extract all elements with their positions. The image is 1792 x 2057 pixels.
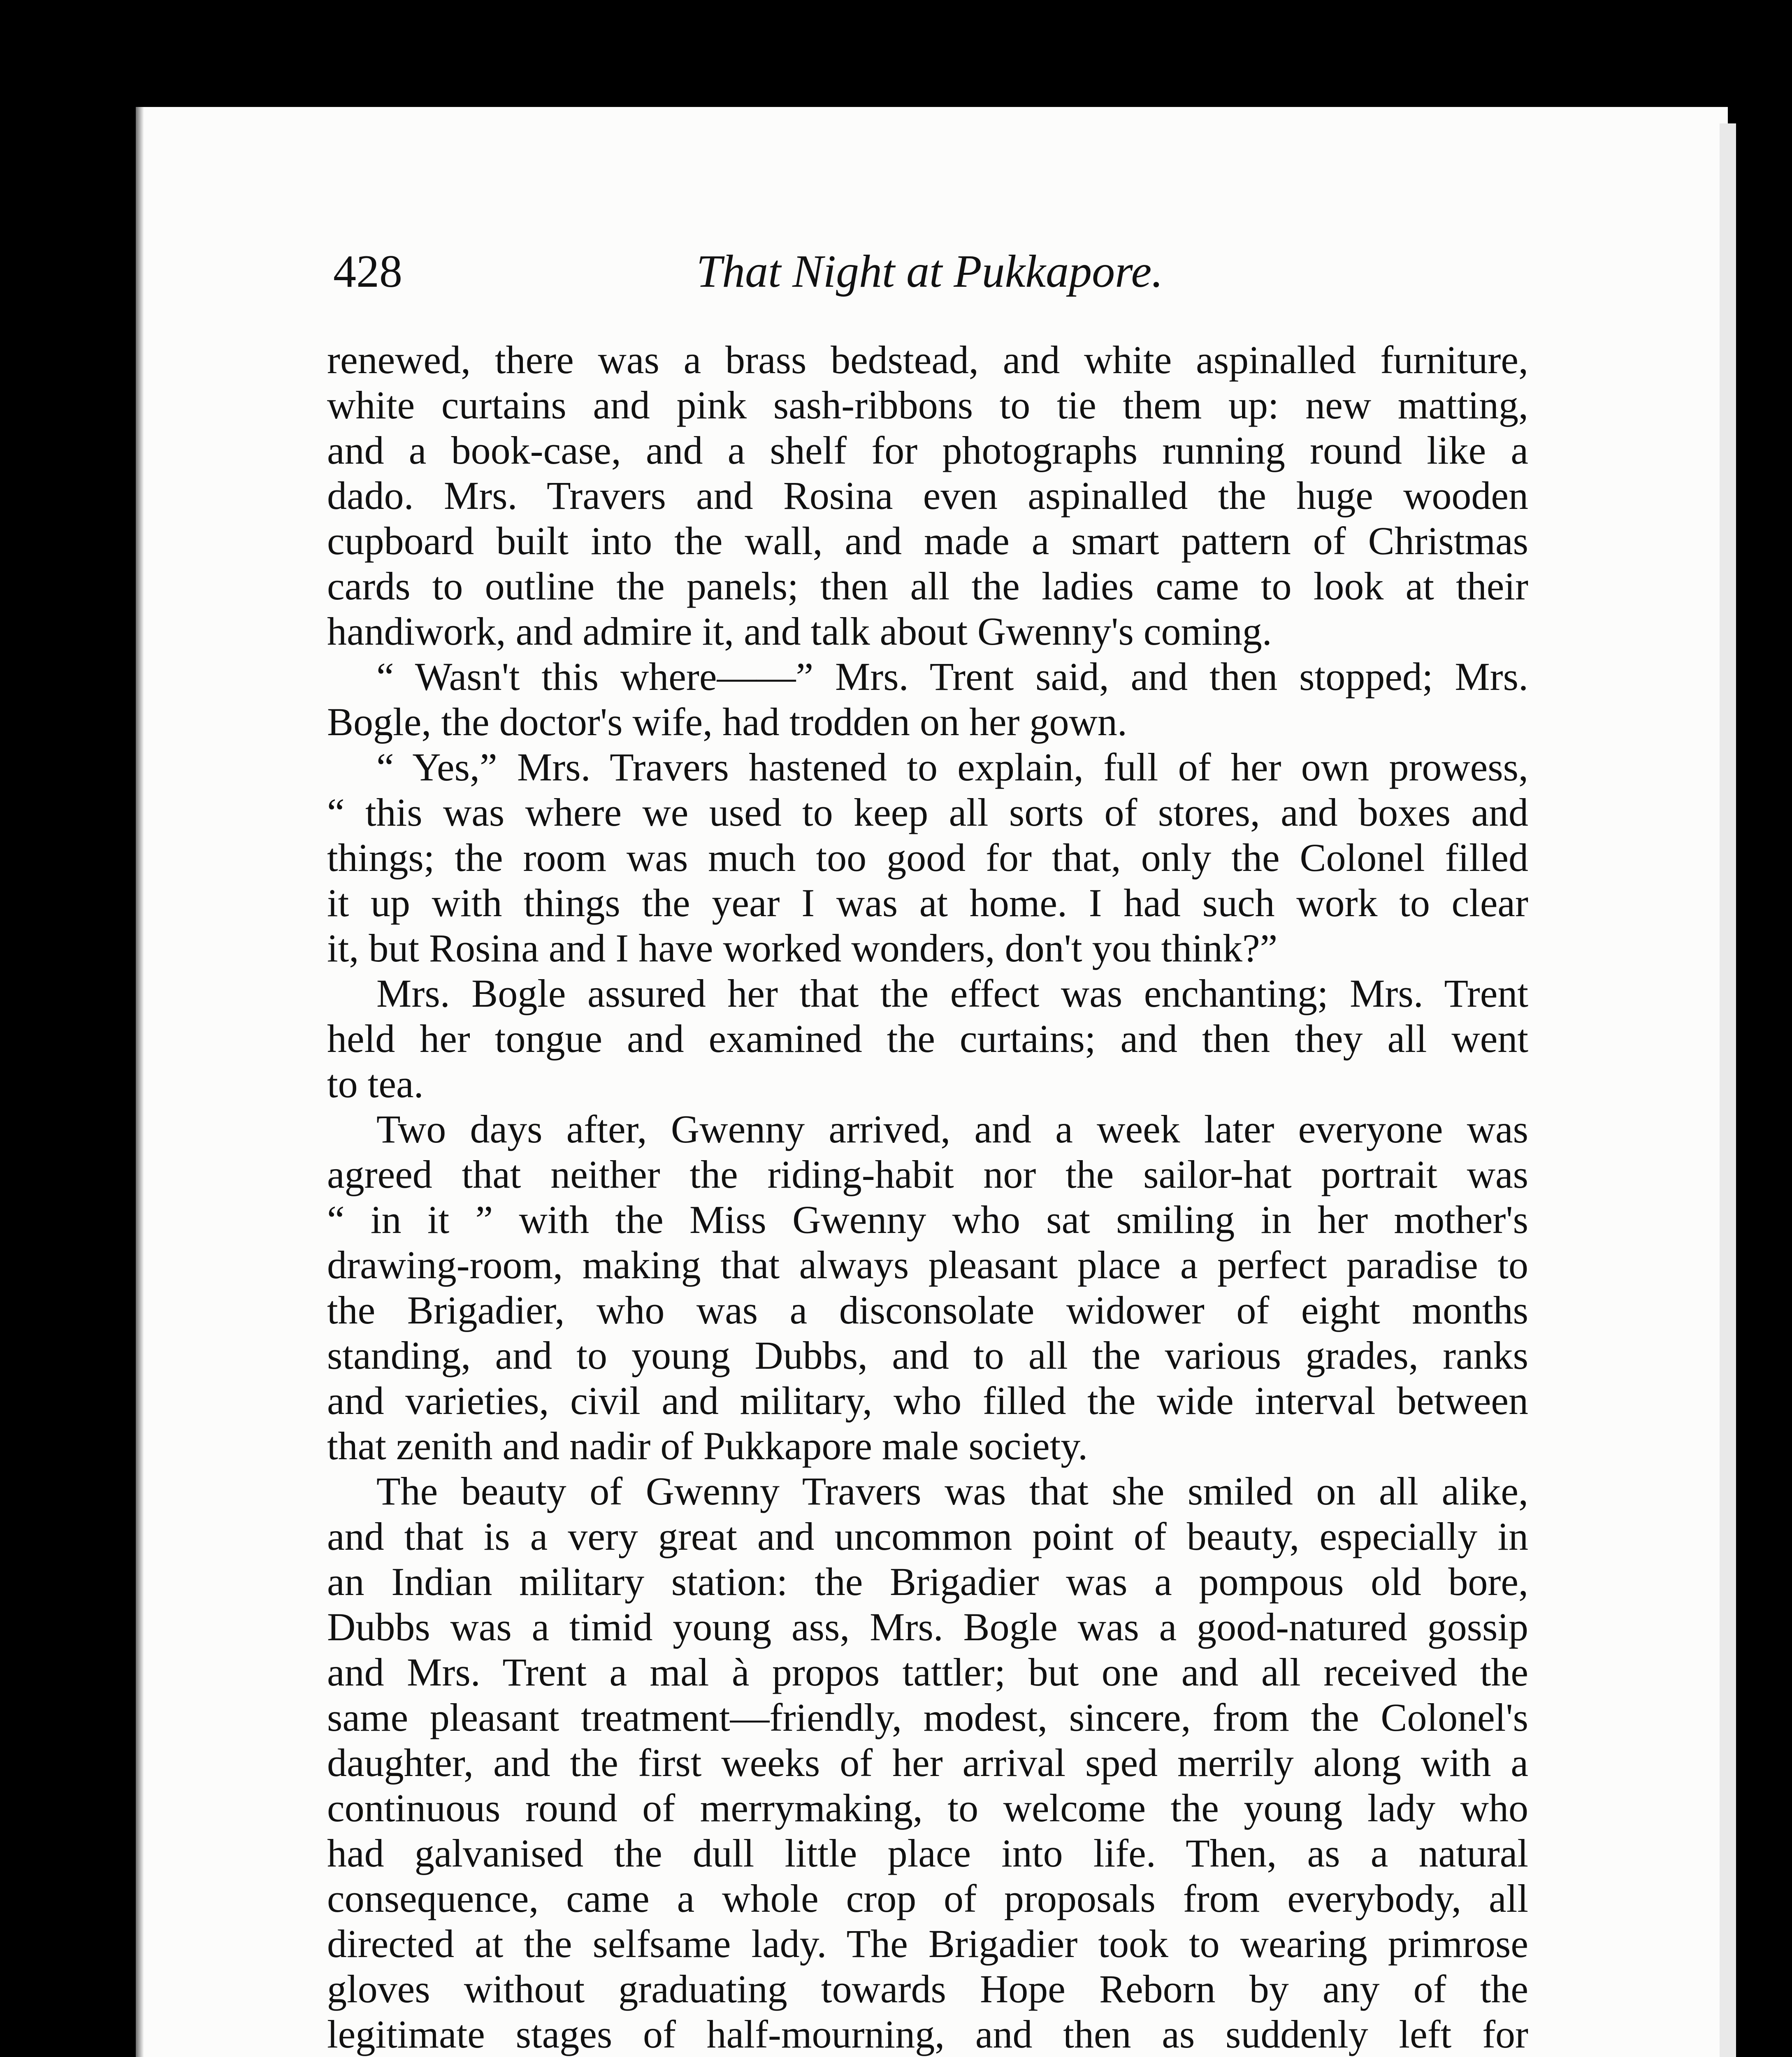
text-line: continuous round of merrymaking, to welcome the young lady who <box>327 1786 1528 1830</box>
text-line: Mrs. Bogle assured her that the effect was enchanting; Mrs. Trent <box>376 971 1528 1015</box>
text-line: “ in it ” with the Miss Gwenny who sat smiling in her mother's <box>327 1198 1528 1242</box>
text-line: had galvanised the dull little place into life. Then, as a natural <box>327 1831 1528 1875</box>
text-line: daughter, and the first weeks of her arrival sped merrily along with a <box>327 1741 1528 1785</box>
text-line: Two days after, Gwenny arrived, and a week later everyone was <box>376 1107 1528 1151</box>
body-text <box>327 337 1528 2057</box>
text-line: agreed that neither the riding-habit nor the sailor-hat portrait was <box>327 1152 1528 1196</box>
text-line: that zenith and nadir of Pukkapore male society. <box>327 1424 1088 1468</box>
page-gutter-shadow <box>136 107 144 2057</box>
text-line: same pleasant treatment—friendly, modest, sincere, from the Colonel's <box>327 1695 1528 1739</box>
text-line: to tea. <box>327 1062 424 1106</box>
text-line: handiwork, and admire it, and talk about Gwenny's coming. <box>327 609 1272 653</box>
running-title: That Night at Pukkapore. <box>696 246 1163 297</box>
text-line: and varieties, civil and military, who filled the wide interval between <box>327 1379 1528 1423</box>
text-line: Dubbs was a timid young ass, Mrs. Bogle was a good-natured gossip <box>327 1605 1528 1649</box>
text-line: “ Yes,” Mrs. Travers hastened to explain, full of her own prowess, <box>376 745 1528 789</box>
text-line: consequence, came a whole crop of proposals from everybody, all <box>327 1876 1528 1920</box>
text-line: and a book-case, and a shelf for photographs running round like a <box>327 428 1528 472</box>
text-line: the Brigadier, who was a disconsolate widower of eight months <box>327 1288 1528 1332</box>
text-line: directed at the selfsame lady. The Brigadier took to wearing primrose <box>327 1922 1528 1966</box>
text-line: white curtains and pink sash-ribbons to tie them up: new matting, <box>327 383 1528 427</box>
text-line: and Mrs. Trent a mal à propos tattler; but one and all received the <box>327 1650 1528 1694</box>
page-edge <box>1720 123 1736 2057</box>
text-line: Bogle, the doctor's wife, had trodden on her gown. <box>327 700 1127 744</box>
text-line: drawing-room, making that always pleasant place a perfect paradise to <box>327 1243 1528 1287</box>
text-line: standing, and to young Dubbs, and to all the various grades, ranks <box>327 1333 1528 1377</box>
text-line: dado. Mrs. Travers and Rosina even aspinalled the huge wooden <box>327 474 1528 518</box>
text-line: things; the room was much too good for that, only the Colonel filled <box>327 836 1528 880</box>
text-line: renewed, there was a brass bedstead, and white aspinalled furniture, <box>327 338 1528 382</box>
page-header <box>333 247 1526 296</box>
text-line: it, but Rosina and I have worked wonders, don't you think?” <box>327 926 1278 970</box>
text-line: and that is a very great and uncommon point of beauty, especially in <box>327 1514 1528 1558</box>
text-line: held her tongue and examined the curtains; and then they all went <box>327 1017 1528 1061</box>
text-line: legitimate stages of half-mourning, and then as suddenly left for <box>327 2012 1528 2056</box>
page-number: 428 <box>333 246 402 297</box>
text-line: cards to outline the panels; then all the ladies came to look at their <box>327 564 1528 608</box>
text-line: an Indian military station: the Brigadier was a pompous old bore, <box>327 1560 1528 1604</box>
text-line: it up with things the year I was at home. I had such work to clear <box>327 881 1528 925</box>
text-line: “ Wasn't this where——” Mrs. Trent said, and then stopped; Mrs. <box>376 655 1528 699</box>
text-line: “ this was where we used to keep all sorts of stores, and boxes and <box>327 790 1528 834</box>
text-line: The beauty of Gwenny Travers was that she smiled on all alike, <box>376 1469 1528 1513</box>
text-line: cupboard built into the wall, and made a smart pattern of Christmas <box>327 519 1528 563</box>
text-line: gloves without graduating towards Hope Reborn by any of the <box>327 1967 1528 2011</box>
